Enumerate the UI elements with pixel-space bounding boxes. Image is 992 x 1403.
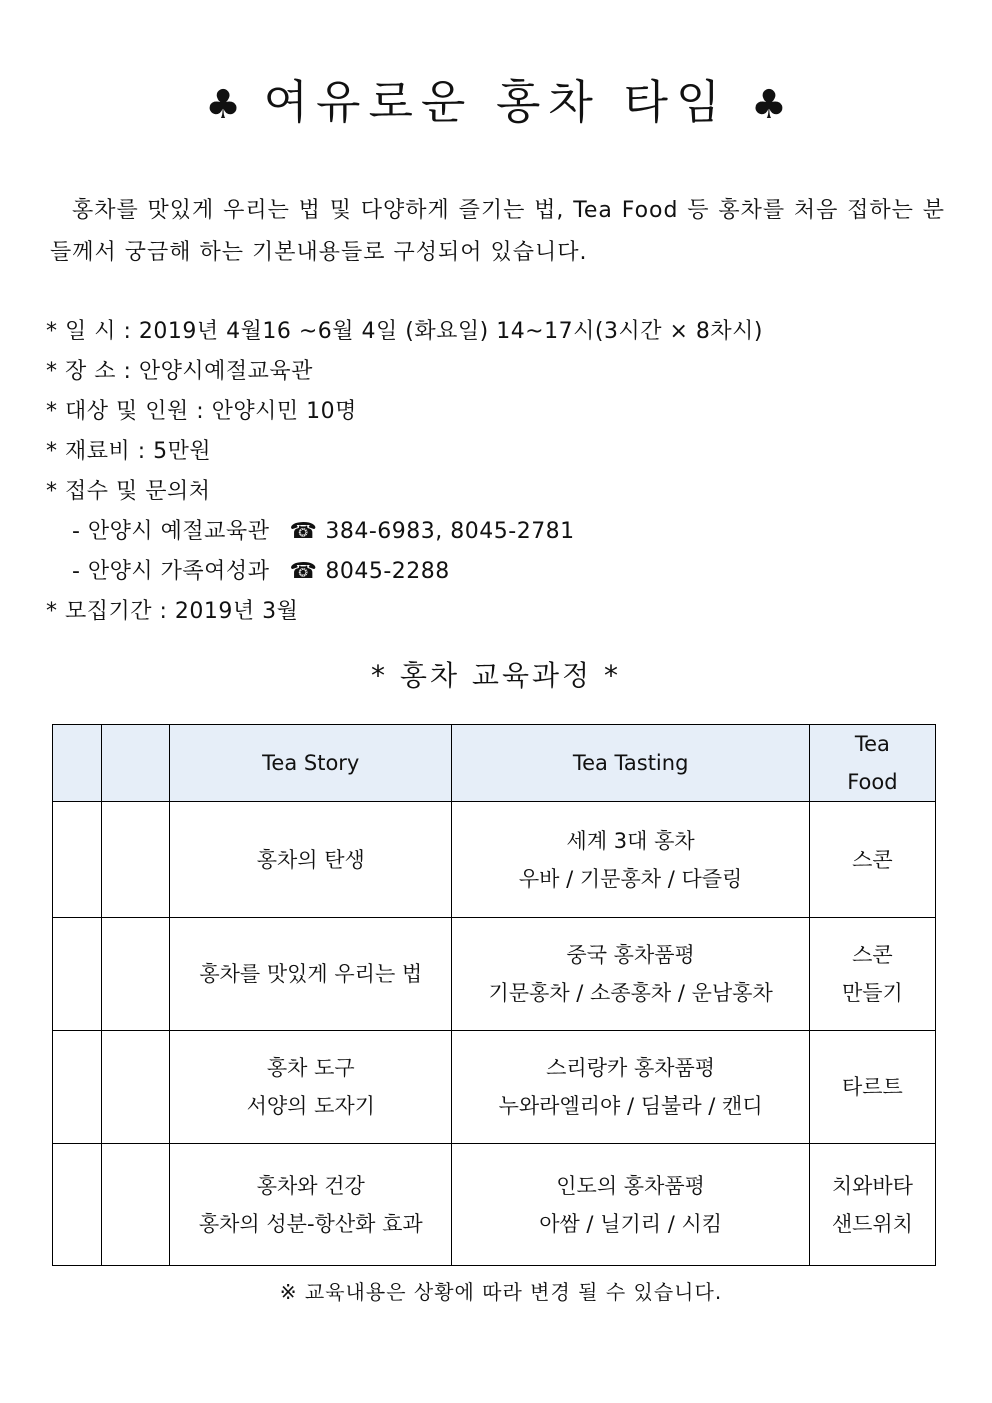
story-line-1: 홍차의 탄생 <box>256 847 365 872</box>
tasting-line-2: 누와라엘리야 / 딤불라 / 캔디 <box>498 1094 763 1118</box>
cell-food <box>809 1031 935 1144</box>
info-list <box>46 312 763 632</box>
contact-2-phone: 8045-2288 <box>325 559 450 584</box>
story-line-2: 서양의 도자기 <box>246 1094 375 1118</box>
table-header-row <box>53 725 936 802</box>
cell-food <box>809 918 935 1031</box>
info-place: * 장 소 : 안양시예절교육관 <box>46 359 313 384</box>
contact-2-name: - 안양시 가족여성과 <box>72 559 270 584</box>
header-col-b <box>102 725 170 802</box>
tasting-line-2: 우바 / 기문홍차 / 다즐링 <box>518 866 743 891</box>
club-left-icon: ♣ <box>205 82 241 128</box>
food-line-1: 타르트 <box>841 1075 903 1099</box>
cell-tasting <box>452 1144 809 1266</box>
contact-item-1 <box>46 512 763 552</box>
table-row <box>53 918 936 1031</box>
contact-item-2 <box>46 552 763 592</box>
contact-1-phone: 384-6983, 8045-2781 <box>325 519 575 544</box>
page-title-text: 여유로운 홍차 타임 <box>263 75 729 129</box>
section-title: * 홍차 교육과정 * <box>371 659 621 692</box>
cell-col-a <box>53 802 102 918</box>
footnote: ※ 교육내용은 상황에 따라 변경 될 수 있습니다. <box>279 1280 723 1304</box>
food-line-1: 치와바타 <box>831 1173 913 1198</box>
tasting-line-1: 세계 3대 홍차 <box>566 828 695 853</box>
header-tea-tasting: Tea Tasting <box>452 725 809 802</box>
info-fee: * 재료비 : 5만원 <box>46 439 212 464</box>
cell-col-a <box>53 1031 102 1144</box>
cell-story <box>170 1144 452 1266</box>
info-schedule: * 일 시 : 2019년 4월16 ~6월 4일 (화요일) 14~17시(3시간 × 8차시) <box>46 319 763 344</box>
cell-tasting <box>452 918 809 1031</box>
course-table <box>52 724 936 1266</box>
header-tea-food-line-2: Food <box>847 770 898 794</box>
cell-col-a <box>53 1144 102 1266</box>
table-row <box>53 1144 936 1266</box>
telephone-icon: ☎ <box>289 559 318 584</box>
cell-story <box>170 802 452 918</box>
food-line-1: 스콘 <box>852 847 893 872</box>
header-tea-food-line-1: Tea <box>854 732 890 756</box>
story-line-1: 홍차를 맛있게 우리는 법 <box>199 962 423 986</box>
tasting-line-2: 기문홍차 / 소종홍차 / 운남홍차 <box>488 981 773 1005</box>
story-line-1: 홍차와 건강 <box>256 1173 365 1198</box>
cell-col-b <box>102 802 170 918</box>
info-period: * 모집기간 : 2019년 3월 <box>46 599 299 624</box>
cell-col-b <box>102 1031 170 1144</box>
cell-tasting <box>452 802 809 918</box>
tasting-line-1: 스리랑카 홍차품평 <box>546 1056 716 1080</box>
tasting-line-1: 중국 홍차품평 <box>566 943 695 967</box>
tasting-line-2: 아쌈 / 닐기리 / 시킴 <box>539 1211 723 1236</box>
cell-tasting <box>452 1031 809 1144</box>
page-title <box>0 62 992 145</box>
cell-story <box>170 918 452 1031</box>
club-right-icon: ♣ <box>750 82 787 128</box>
table-row <box>53 1031 936 1144</box>
food-line-1: 스콘 <box>852 943 893 967</box>
cell-food <box>809 802 935 918</box>
cell-col-b <box>102 918 170 1031</box>
cell-story <box>170 1031 452 1144</box>
telephone-icon: ☎ <box>289 519 318 544</box>
intro-text: 홍차를 맛있게 우리는 법 및 다양하게 즐기는 법, Tea Food 등 홍차를 처음 접하는 분들께서 궁금해 하는 기본내용들로 구성되어 있습니다. <box>50 198 945 265</box>
info-contact-heading: * 접수 및 문의처 <box>46 479 211 504</box>
cell-col-b <box>102 1144 170 1266</box>
contact-1-name: - 안양시 예절교육관 <box>72 519 270 544</box>
story-line-2: 홍차의 성분-항산화 효과 <box>198 1211 423 1236</box>
food-line-2: 샌드위치 <box>831 1211 913 1236</box>
food-line-2: 만들기 <box>841 981 903 1005</box>
info-target: * 대상 및 인원 : 안양시민 10명 <box>46 399 357 424</box>
intro-paragraph <box>50 190 945 274</box>
header-col-a <box>53 725 102 802</box>
header-tea-food <box>809 725 935 802</box>
story-line-1: 홍차 도구 <box>266 1056 355 1080</box>
table-row <box>53 802 936 918</box>
tasting-line-1: 인도의 홍차품평 <box>556 1173 705 1198</box>
header-tea-story: Tea Story <box>170 725 452 802</box>
cell-food <box>809 1144 935 1266</box>
cell-col-a <box>53 918 102 1031</box>
